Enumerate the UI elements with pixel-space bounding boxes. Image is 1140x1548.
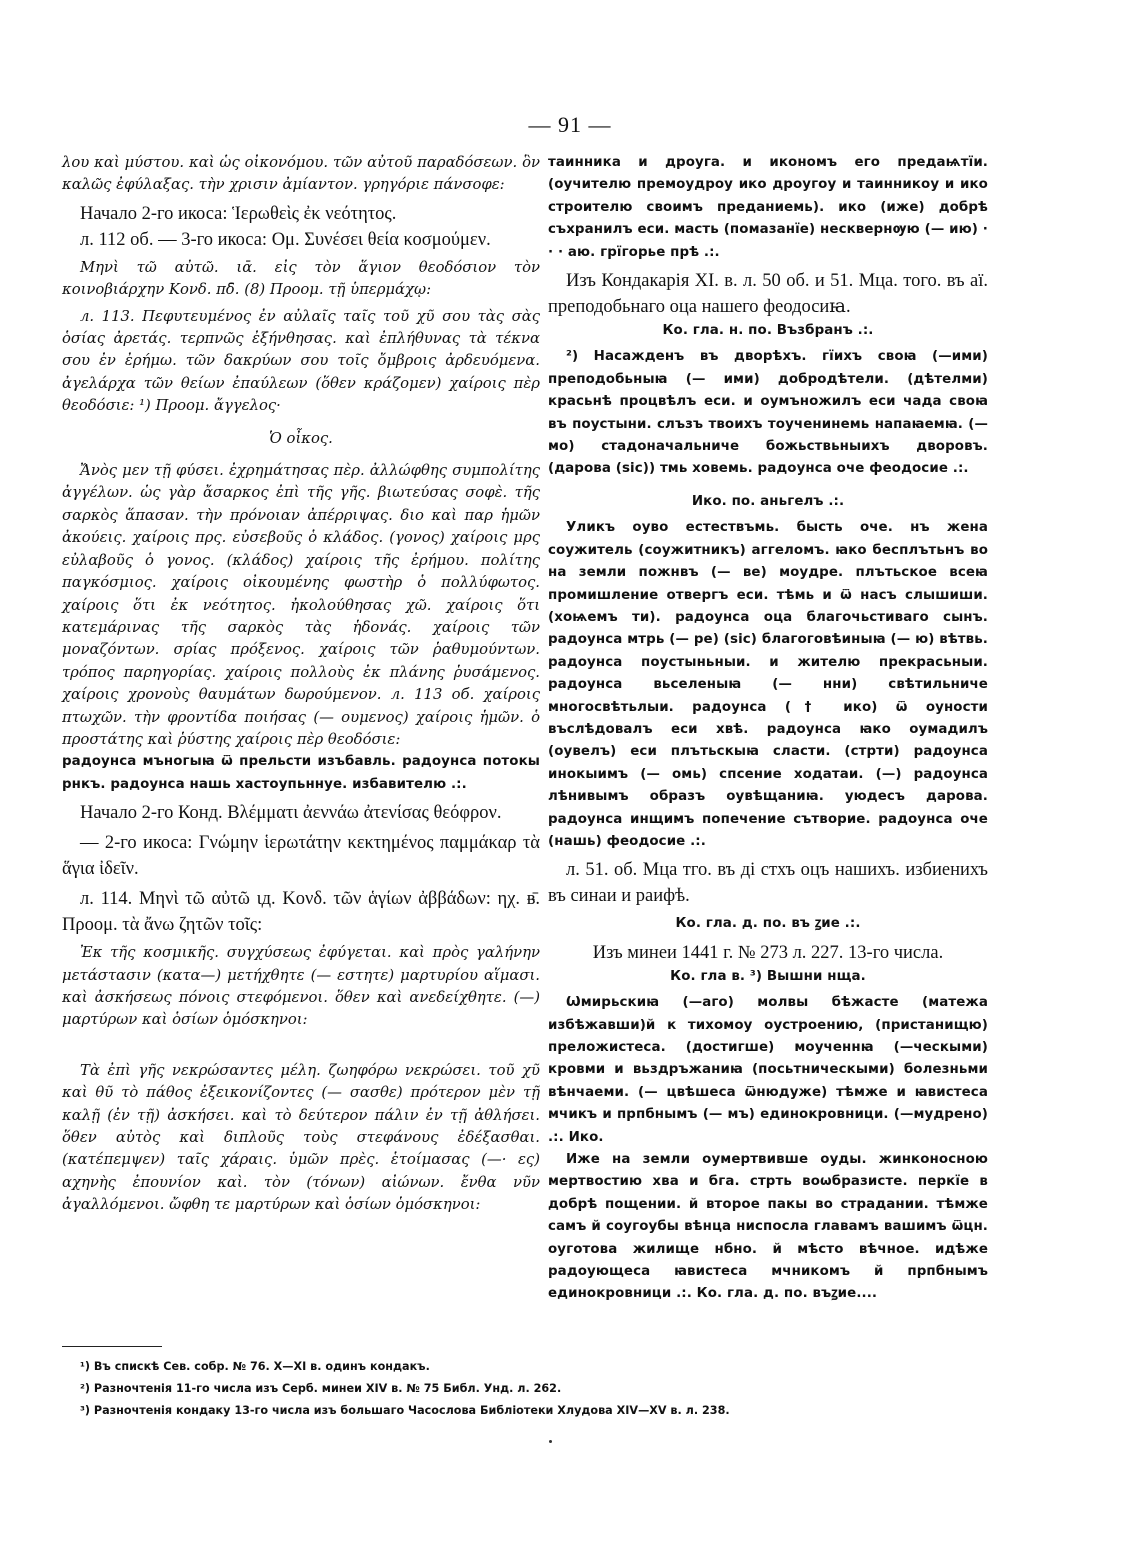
section-heading: л. 112 об. — 3-го икоса: Ομ. Συνέσει θεία κοσμούμεν. xyxy=(80,229,491,250)
slavonic-paragraph: Иже на земли оумертвивше оуды. жинконосною мертвостию хва и бга. стрть воѡбразисте. перкїе в добрѣ пощении. й второе пакы во страдании. тѣмже самъ й соугоубы вѣнца ниспосла главамъ вашимъ ѿцн. оуготова жилище нбно. й мѣсто вѣчное. идѣже радоующеса ꙗвистеса мчникомъ й прпбнымъ единокровници .:. Ко. гла. д. по. въꙁие.... xyxy=(548,1152,988,1302)
section-heading: Начало 2-го икоса: Ἱερωθεὶς ἐκ νεότητος. xyxy=(80,203,397,224)
greek-paragraph: Ἐκ τῆς κοσμικῆς. συγχύσεως ἐφύγεται. καὶ πρὸς γαλήνην μετάστασιν (κατα—) μετήχθητε (— εστητε) μαρτυρίου αἵμασι. καὶ ἀσκήσεως πόνοις στεφόμενοι. ὅθεν καὶ ανεδείχθητε. (—) μαρτύρων καὶ ὁσίων ὁμόσκηνοι: xyxy=(62,944,540,1029)
page-number: — 91 — xyxy=(528,112,612,137)
slavonic-paragraph: радоунса мъногыꙗ ѿ прельсти изъбавль. радоунса потокы рнкъ. радоунса нашь хастоупьннуе. избавителю .:. xyxy=(62,754,540,792)
greek-paragraph: л. 113. Πεφυτευμένος ἐν αὐλαῖς ταῖς τοῦ χῦ σου τὰς σὰς ὁσίας ἀρετάς. τερπνῶς ἐξήνθησας. καὶ ἐπλήθυνας τὰ τέκνα σου ἐν ἐρήμω. τῶν δακρύων σου τοῖς ὄμβροις ἀρδευόμενα. ἀγελάρχα τῶν θείων ἐπαύλεων (ὅθεν κράζομεν) χαίροις πὲρ θεοδόσιε: ¹) Προομ. ἄγγελος· xyxy=(62,307,540,415)
footnote-divider xyxy=(62,1346,162,1347)
section-heading: — 2-го икоса: Γνώμην ἱερωτάτην κεκτημένος παμμάκαρ τὰ ἅγια ἰδεῖν. xyxy=(62,833,540,880)
right-column xyxy=(548,152,988,1306)
left-column xyxy=(62,152,540,1217)
tone-heading: Ко. гла в. ³) Вышни нща. xyxy=(670,968,866,984)
oikos-heading: Ὁ οἶκος. xyxy=(269,429,333,447)
tone-heading: Ко. гла. н. по. Възбранъ .:. xyxy=(662,323,874,339)
slavonic-paragraph: ²) Насажденъ въ дворѣхъ. гїихъ своꙗ (—ими) преподобьныꙗ (— ими) добродѣтели. (дѣтелми) красьнѣ процвѣлъ еси. и оумъножилъ еси чада своꙗ въ поустыни. слъзъ твоихъ тоученинемь напаꙗемꙗ. (— мо) стадоначальниче божьствьныихъ дворовъ. (дарова (sic)) тмь ховемь. радоунса оче феодосие .:. xyxy=(548,349,988,477)
footnote: ¹) Въ спискѣ Сев. собр. № 76. X—XI в. одинъ кондакъ. xyxy=(80,1360,430,1373)
slavonic-paragraph: таинника и дроуга. и икономъ его предаѩтїи. (оучителю премоудроу ико дроугоу и таинникоу и ико строителю своимъ преданиемь). ико (иже) добрѣ съхранилъ еси. масть (помазанїе) несквернѹю (— ию) · · · аю. грїгорье прѣ .:. xyxy=(548,155,988,260)
tone-heading: Ко. гла. д. по. въ ꙁие .:. xyxy=(675,916,861,932)
greek-paragraph: Ἄνὸς μεν τῇ φύσει. ἐχρημάτησας πὲρ. ἀλλώφθης συμπολίτης ἀγγέλων. ὡς γὰρ ἄσαρκος ἐπὶ τῆς γῆς. βιωτεύσας σοφὲ. τῆς σαρκὸς ἅπασαν. τὴν πρόνοιαν ἀπέρριψας. διο καὶ παρ ἡμῶν ἀκούεις. χαίροις πρς. εὐσεβοῦς ὁ κλάδος. (γονος) χαίροις μρς εὐλαβοῦς ὁ γονος. (κλάδος) χαίροις τῆς ἐρήμου. πολίτης παγκόσμιος. χαίροις οἰκουμένης φωστὴρ ὁ πολλύφωτος. χαίροις ὅτι ἐκ νεότητος. ἠκολούθησας χῶ. χαίροις ὅτι κατεμάρινας τῆς σαρκὸς τὰς ἡδονάς. χαίροις τῶν μοναζόντων. σρίας πρόξενος. χαίροις τῶν ῥαθυμούντων. τρόπος παρηγορίας. χαίροις πολλοὺς ἐκ πλάνης ῥυσάμενος. χαίροις χρονοὺς θαυμάτων δωρούμενον. л. 113 об. χαίροις πτωχῶν. τὴν φροντίδα ποιήσας (— ουμενος) χαίροις ἡμῶν. ὁ προστάτης καὶ ῥύστης χαίροις πὲρ θεοδόσιε: xyxy=(62,462,540,748)
section-heading: л. 114. Μηνὶ τῶ αὐτῶ ιд. Κονδ. τῶν ἁγίων ἀββάδων: ηχ. ᴃ̄. Προομ. τὰ ἄνω ζητῶν τοῖς: xyxy=(62,889,540,936)
greek-paragraph: λου καὶ μύστου. καὶ ὡς οἰκονόμου. τῶν αὐτοῦ παραδόσεων. ὃν καλῶς ἐφύλαξας. τὴν χρισιν ἀμίαντον. γρηγόριε πάνσοφε: xyxy=(62,154,540,194)
footnote: ²) Разночтенія 11-го числа изъ Серб. минеи XIV в. № 75 Библ. Унд. л. 262. xyxy=(80,1382,562,1395)
greek-paragraph: Μηνὶ τῶ αὐτῶ. ιᾱ. εἰς τὸν ἅγιον θεοδόσιον τὸν κοινοβιάρχην Κονδ. πδ̄. (8) Προομ. τῇ ὑπερμάχῳ: xyxy=(62,258,540,299)
tone-heading: Ико. по. аньгелъ .:. xyxy=(691,493,845,509)
greek-paragraph: Τὰ ἐπὶ γῆς νεκρώσαντες μέλη. ζωηφόρω νεκρώσει. τοῦ χῦ καὶ θῦ τὸ πάθος ἐξεικονίζοντες (— σασθε) πρότερον μὲν τῇ καλῇ (ἐν τῇ) ἀσκήσει. καὶ τὸ δεύτερον πάλιν ἐν τῇ ἀθλήσει. ὅθεν αὐτὸς καὶ διπλοῦς τοὺς στεφάνους ἐδέξασθαι. (κατέπεμψεν) ταῖς χάραις. ὑμῶν πρὲς. ἑτοίμασας (—· ες) αχηνὴς ἐπουνίον καὶ. τὸν (τόνων) αἰώνων. ἔνθα νῦν ἀγαλλόμενοι. ὤφθη τε μαρτύρων καὶ ὁσίων ὁμόσκηνοι: xyxy=(62,1061,540,1214)
section-heading: Изъ минеи 1441 г. № 273 л. 227. 13-го числа. xyxy=(592,942,944,963)
page-mark xyxy=(549,1440,552,1443)
section-heading: Изъ Кондакарія XI. в. л. 50 об. и 51. Мца. того. въ аї. преподобьнаго оца нашего феодосиꙗ. xyxy=(548,271,988,318)
section-heading: Начало 2-го Конд. Βλέμματι ἀεννάω ἀτενίσας θεόφρον. xyxy=(80,803,502,824)
footnote: ³) Разночтенія кондаку 13-го числа изъ большаго Часослова Библіотеки Хлудова XIV—XV в. л. 238. xyxy=(80,1404,730,1417)
slavonic-paragraph: Ѡмирьскиꙗ (—аго) молвы бѣжасте (матежа избѣжавши)й к тихомоу оустроению, (пристанищю) преложистеса. (достигше) моученнꙗ (—ческыми) кровми и вьздръжаниꙗ (посьтническыми) болезньми вѣнчаеми. (— цвѣшеса ѿнюдуже) тѣмже и ꙗвистеса мчикъ и прпбнымъ (— мъ) единокровници. (—мудрено) .:. Ико. xyxy=(548,995,988,1145)
slavonic-paragraph: Уликъ оуво естествъмь. бысть оче. нъ жена соужитель (соужитникъ) аггеломъ. ꙗко бесплътьнъ во на земли пожнвъ (— ве) моудре. плътьское всеꙗ промишление отвергъ еси. тѣмь и ѿ насъ слышиши. (хоѩемъ ти). радоунса оца благочьстиваго сынъ. радоунса мтрь (— ре) (sic) благоговѣиныꙗ (— ю) вѣтвь. радоунса поустыньныи. и жителю прекрасьныи. радоунса вьселеныꙗ (— нни) свѣтильниче многосвѣтьлыи. радоунса († ико) ѿ оуности въслѣдовалъ еси хвѣ. радоунса ꙗко оумадилъ (оувелъ) еси плътьскыꙗ сласти. (стрти) радоунса инокыимъ (— омь) спсение ходатаи. (—) радоунса лѣнивымъ образъ оувѣщаниꙗ. уюдесъ дарова. радоунса инщимъ попечение сътворие. радоунса оче (нашь) феодосие .:. xyxy=(548,520,988,849)
section-heading: л. 51. об. Мца тго. въ ді стхъ оцъ нашихъ. избиенихъ въ синаи и раифѣ. xyxy=(548,860,988,907)
footnotes xyxy=(80,1356,980,1422)
